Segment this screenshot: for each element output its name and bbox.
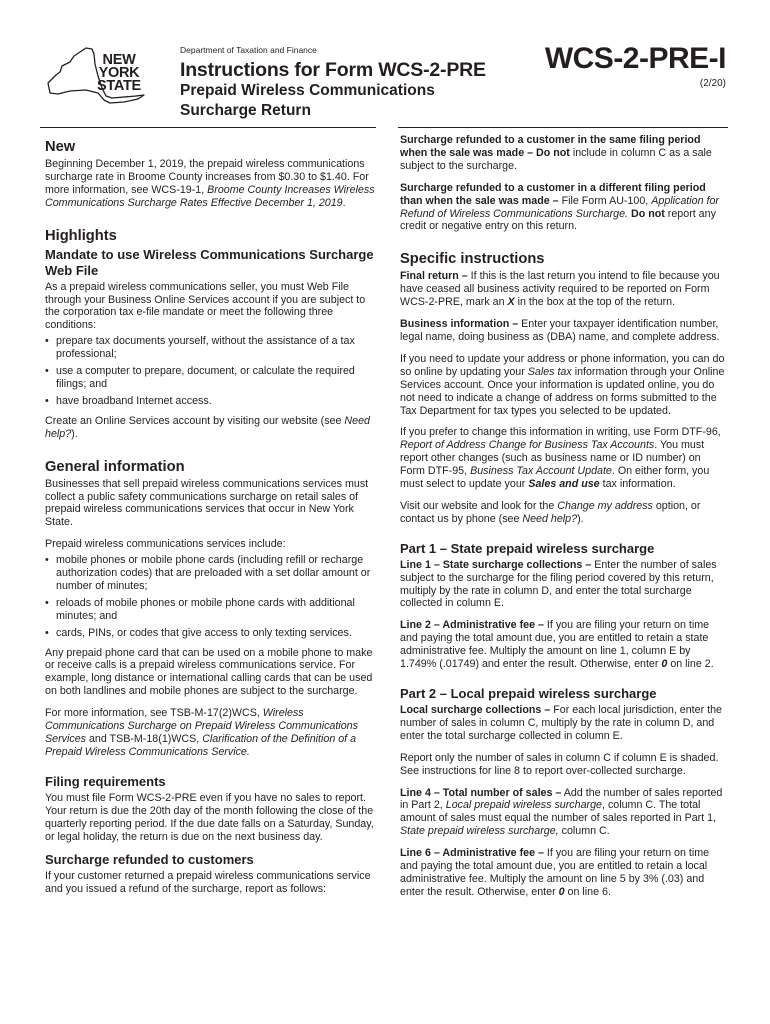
line1-label: Line 1 – State surcharge collections – [400,558,592,571]
change-address-reference: Change my address [557,499,653,512]
filing-paragraph: You must file Form WCS-2-PRE even if you have no sales to report. Your return is due the 20th day of the month following the close of the quarterly reporting period. If the due date falls on a Saturday, Sunday, or legal holiday, the return is due on the next business day. [45,791,374,843]
list-item: • mobile phones or mobile phone cards (including refill or recharge authorization codes) that are preloaded with a set dollar amount or number of minutes; [45,554,377,593]
different-period-text: File Form AU-100, [558,194,652,207]
nys-logo [40,46,152,106]
specific-instructions-heading: Specific instructions [400,251,545,268]
left-column [45,134,377,905]
right-column [400,134,728,908]
different-period-label: Surcharge refunded to a customer in a different filing period than when the sale was made – [400,181,706,207]
part1-heading: Part 1 – State prepaid wireless surcharge [400,540,655,556]
line4-text-2: , column C. The total amount of sales must equal the number of sales reported in Part 1, [400,799,717,825]
list-item: • prepare tax documents yourself, without the assistance of a tax professional; [45,335,377,361]
document-title: Instructions for Form WCS-2-PRE [180,59,486,81]
logo-wordmark [90,54,148,93]
do-not-label: Do not [628,207,665,220]
line2-text-end: on line 2. [667,658,714,671]
list-item: • cards, PINs, or codes that give access to only texting services. [45,627,377,640]
visit-website-paragraph [400,500,728,526]
new-text-end: . [342,196,346,209]
department-name: Department of Taxation and Finance [180,45,317,55]
online-account-text: Create an Online Services account by visiting our website (see [45,414,345,427]
local-surcharge-paragraph [400,704,728,743]
line1-text: Enter the number of sales subject to the surcharge for the filing period covered by this return, multiply by the rate in column D, and enter the total surcharge collected in column E. [400,558,717,610]
business-info-label: Business information – [400,318,519,331]
new-reference: Broome County Increases Wireless Communications Surcharge Rates Effective December 1, 2019 [45,183,375,209]
line4-text: Add the number of sales reported in Part 2, [400,786,723,812]
logo-line-state: STATE [97,78,141,94]
need-help-reference: Need help? [522,512,578,525]
logo-line-new: NEW [102,52,136,68]
logo-line-york: YORK [98,65,140,81]
line6-paragraph [400,847,728,899]
sales-tax-reference: Sales tax [527,365,572,378]
update-writing-text: If you prefer to change this information in writing, use Form DTF-96, [400,426,721,439]
new-paragraph [45,158,377,210]
surcharge-refunded-heading: Surcharge refunded to customers [45,852,254,868]
local-surcharge-label: Local surcharge collections – [400,704,551,716]
same-period-label: Surcharge refunded to a customer in the same filing period when the sale was made – Do not [400,134,701,159]
document-subtitle: Prepaid Wireless Communications Surcharge Return [180,82,435,119]
same-period-text: include in column C as a sale subject to the surcharge. [400,146,712,172]
new-text: Beginning December 1, 2019, the prepaid wireless communications surcharge rate in Broome County increases from $0.30 to $1.40. For more information, see WCS-19-1, [45,158,369,196]
tsb-reference-2: Clarification of the Definition of a Prepaid Wireless Communications Service. [45,733,357,758]
mandate-conditions-list [45,335,377,408]
line4-paragraph [400,787,728,839]
line1-paragraph [400,559,728,611]
general-p4-text-2: and TSB-M-18(1)WCS, [85,733,203,745]
list-item: • reloads of mobile phones or mobile phone cards with additional minutes; and [45,597,377,623]
mark-x: X [507,296,515,309]
general-paragraph-4 [45,707,377,759]
new-heading: New [45,139,76,155]
different-period-refund-paragraph [400,182,728,234]
line2-text: If you are filing your return on time and paying the total amount due, you are entitled to retain a state administrative fee. Multiply the amount on line 1, column E by 1.749% (.01749) and enter the result. Otherwise, enter [400,619,710,671]
mandate-heading: Mandate to use Wireless Communications Surcharge Web File [45,246,374,278]
update-online-text-2: information through your Online Services account. Once your information is updated online, you do not need to indicate a change of address on forms submitted to the Tax Department for tax types you selected to be updated. [400,365,725,417]
line4-label: Line 4 – Total number of sales – [400,786,562,799]
dtf96-reference: Report of Address Change for Business Tax Accounts [400,439,655,452]
dtf95-reference: Business Tax Account Update [470,465,612,478]
online-account-paragraph [45,415,377,441]
update-online-paragraph [400,353,728,418]
update-online-text: If you need to update your address or phone information, you can do so online by updating your [400,352,725,378]
final-return-text-end: in the box at the top of the return. [514,296,676,309]
update-writing-text-4: tax information. [599,478,676,491]
mandate-paragraph: As a prepaid wireless communications seller, you must Web File through your Business Online Services account if you are subject to the corporation tax e-file mandate or meet the following three conditions: [45,280,366,332]
business-info-paragraph [400,318,728,344]
zero-value: 0 [558,885,565,898]
different-period-text-end: report any credit or negative entry on this return. [400,207,716,233]
visit-website-text-3: ). [577,512,584,525]
header-divider-left [40,127,376,128]
general-paragraph-2: Prepaid wireless communications services include: [45,538,286,551]
state-surcharge-reference: State prepaid wireless surcharge, [400,825,559,838]
local-surcharge-text: For each local jurisdiction, enter the number of sales in column C, multiply by the rate in column D, and enter the total surcharge collected in column E. [400,704,722,742]
part2-heading: Part 2 – Local prepaid wireless surcharge [400,686,657,701]
business-info-text: Enter your taxpayer identification number, legal name, doing business as (DBA) name, and complete address. [400,318,720,343]
visit-website-text-2: option, or contact us by phone (see [400,499,701,525]
line6-text-end: on line 6. [564,885,611,898]
final-return-text: If this is the last return you intend to file because you have ceased all business activity required to be reported on Form WCS-2-PRE, mark an [400,270,720,309]
revision-date: (2/20) [699,78,726,89]
line2-paragraph [400,619,728,671]
header-divider-right [398,127,728,128]
list-item: • have broadband Internet access. [45,395,377,408]
line6-label: Line 6 – Administrative fee – [400,847,544,860]
list-item: • use a computer to prepare, document, or calculate the required filings; and [45,365,377,391]
update-writing-paragraph [400,426,728,491]
general-info-heading: General information [45,458,185,475]
line6-text: If you are filing your return on time and paying the total amount due, you are entitled to retain a local administrative fee. Multiply the amount on line 5 by 3% (.03) and enter the result. Otherwise, enter [400,847,710,898]
general-paragraph-1: Businesses that sell prepaid wireless communications services must collect a public safety communications surcharge on retail sales of prepaid wireless communications services that occur in New York State. [45,477,369,529]
form-id: WCS-2-PRE-I [544,42,726,75]
final-return-paragraph [400,270,728,309]
highlights-heading: Highlights [45,227,117,244]
update-writing-text-2: . You must report other changes (such as business name or ID number) on Form DTF-95, [400,439,705,478]
same-period-refund-paragraph [400,134,728,173]
visit-website-text: Visit our website and look for the [400,499,558,512]
line2-label: Line 2 – Administrative fee – [400,619,544,632]
au100-reference: Application for Refund of Wireless Communications Surcharge. [400,194,719,220]
services-list [45,554,377,639]
zero-value: 0 [661,658,668,671]
general-p4-text: For more information, see TSB-M-17(2)WCS, [45,707,263,720]
local-surcharge-reference: Local prepaid wireless surcharge [445,799,602,812]
final-return-label: Final return – [400,270,468,283]
filing-requirements-heading: Filing requirements [45,773,166,789]
line4-text-3: column C. [558,825,610,838]
sales-and-use-label: Sales and use [528,478,600,491]
update-writing-text-3: . On either form, you must select to update your [400,465,710,491]
need-help-reference: Need help? [45,414,370,440]
general-paragraph-3: Any prepaid phone card that can be used on a mobile phone to make or receive calls is a prepaid wireless communications service. For example, long distance or international calling cards that can be used on both landlines and mobile phones are subject to the surcharge. [45,646,373,698]
tsb-reference-1: Wireless Communications Surcharge on Prepaid Wireless Communications Services [45,707,358,745]
refund-paragraph: If your customer returned a prepaid wireless communications service and you issued a refund of the surcharge, report as follows: [45,870,371,896]
report-only-paragraph: Report only the number of sales in column C if column E is shaded. See instructions for line 8 to report over-collected surcharge. [400,751,719,777]
online-account-text-end: ). [71,427,78,440]
